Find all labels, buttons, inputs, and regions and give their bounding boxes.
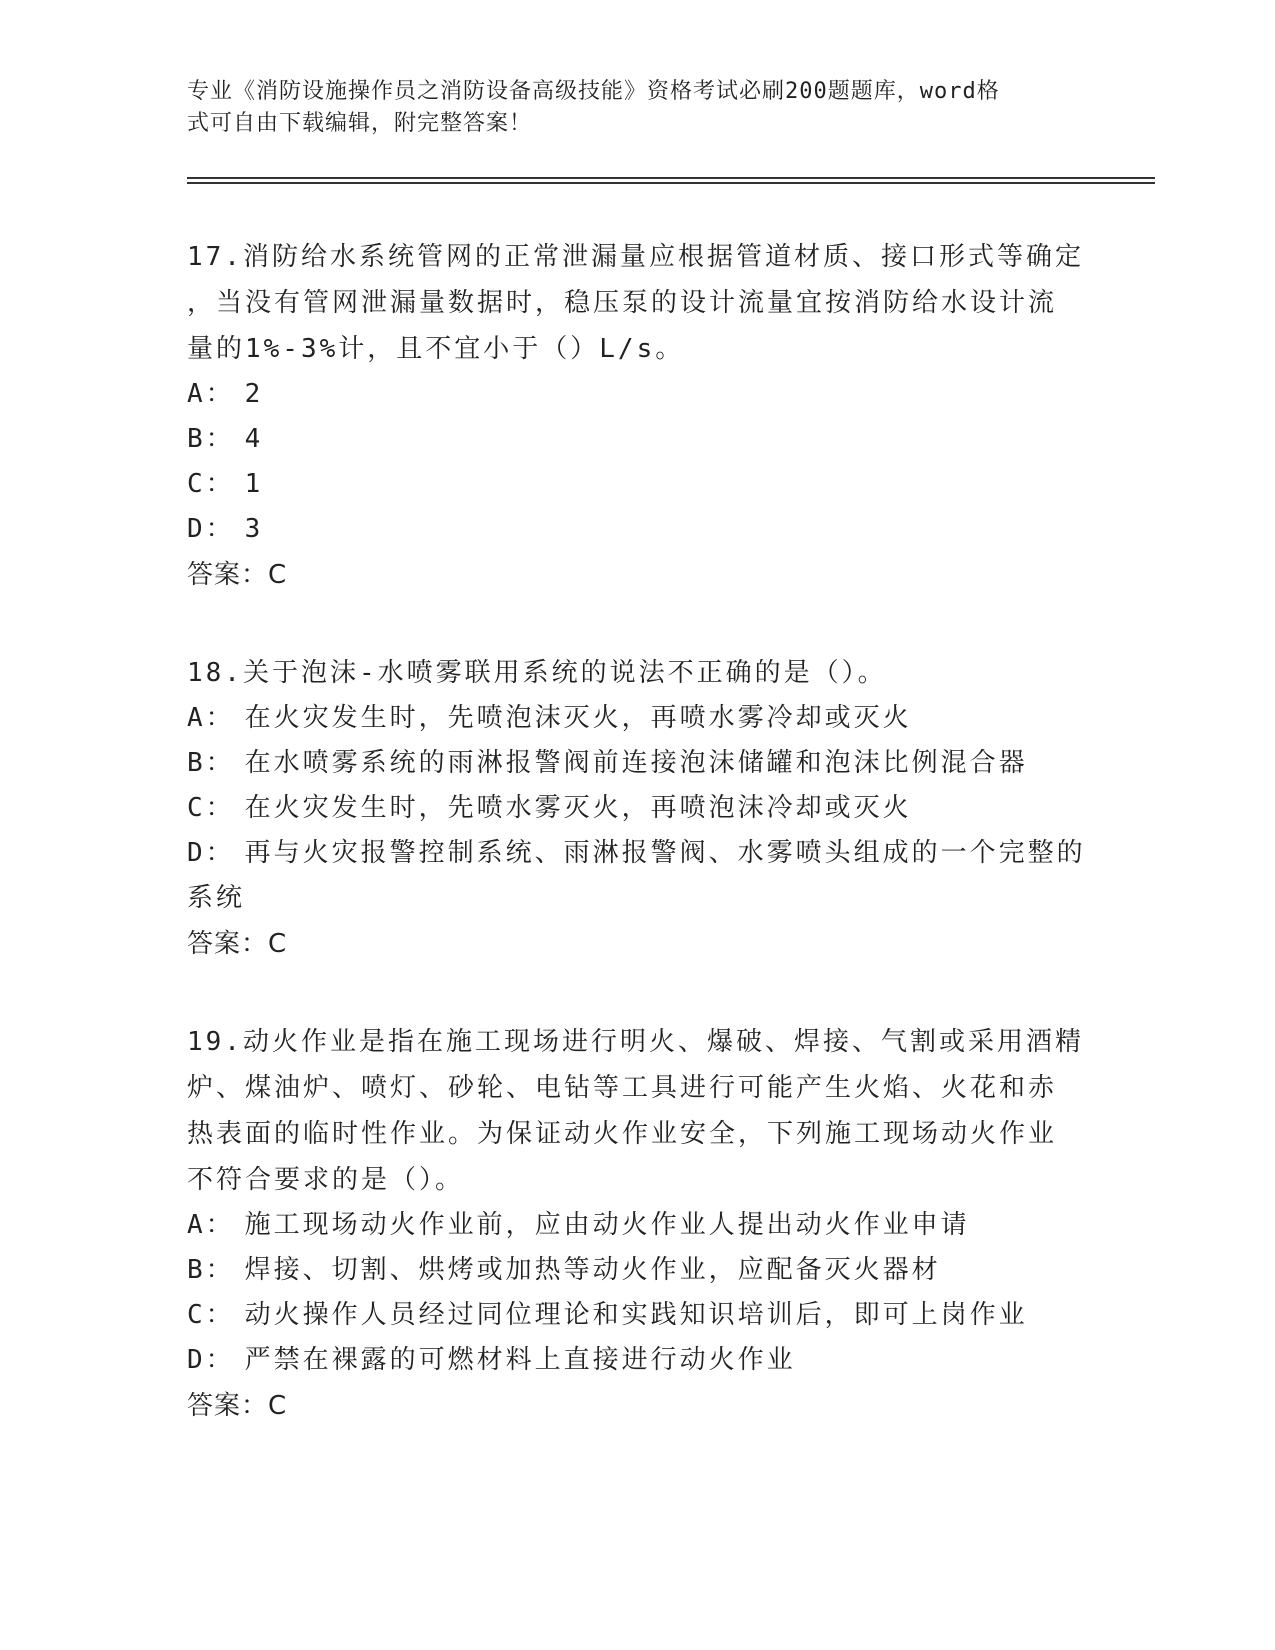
stem-line: 18.关于泡沫-水喷雾联用系统的说法不正确的是（）。 xyxy=(187,658,887,688)
question-stem xyxy=(187,234,1087,372)
option-c: C： 在火灾发生时，先喷水雾灭火，再喷泡沫冷却或灭火 xyxy=(187,793,912,823)
header-divider-bottom xyxy=(187,182,1155,184)
option-a: A： 在火灾发生时，先喷泡沫灭火，再喷水雾冷却或灭火 xyxy=(187,703,912,733)
answer: 答案：C xyxy=(187,560,288,590)
option-d: D： 严禁在裸露的可燃材料上直接进行动火作业 xyxy=(187,1345,796,1375)
option-d: D： 3 xyxy=(187,514,264,544)
question-18 xyxy=(187,650,1087,967)
stem-line: 19.动火作业是指在施工现场进行明火、爆破、焊接、气割或采用酒精 xyxy=(187,1027,1084,1057)
header-divider-top xyxy=(187,177,1155,179)
answer: 答案：C xyxy=(187,929,288,959)
option-d-continued: 系统 xyxy=(187,883,246,913)
option-a: A： 2 xyxy=(187,379,264,409)
option-b: B： 在水喷雾系统的雨淋报警阀前连接泡沫储罐和泡沫比例混合器 xyxy=(187,748,1028,778)
option-c: C： 1 xyxy=(187,469,264,499)
stem-line: 量的1%-3%计，且不宜小于（）L/s。 xyxy=(187,334,685,364)
header-line-1: 专业《消防设施操作员之消防设备高级技能》资格考试必刷200题题库，word格 xyxy=(187,79,1000,104)
option-a: A： 施工现场动火作业前，应由动火作业人提出动火作业申请 xyxy=(187,1210,970,1240)
stem-line: 炉、煤油炉、喷灯、砂轮、电钻等工具进行可能产生火焰、火花和赤 xyxy=(187,1073,1058,1103)
option-c: C： 动火操作人员经过同位理论和实践知识培训后，即可上岗作业 xyxy=(187,1300,1028,1330)
question-stem xyxy=(187,650,1087,696)
question-stem xyxy=(187,1019,1087,1203)
stem-line: ，当没有管网泄漏量数据时，稳压泵的设计流量宜按消防给水设计流 xyxy=(187,288,1058,318)
document-header xyxy=(187,76,1087,140)
option-b: B： 焊接、切割、烘烤或加热等动火作业，应配备灭火器材 xyxy=(187,1255,941,1285)
question-19 xyxy=(187,1019,1087,1429)
stem-line: 不符合要求的是（）。 xyxy=(187,1165,465,1195)
option-b: B： 4 xyxy=(187,424,264,454)
question-17 xyxy=(187,234,1087,598)
stem-line: 热表面的临时性作业。为保证动火作业安全，下列施工现场动火作业 xyxy=(187,1119,1058,1149)
answer: 答案：C xyxy=(187,1391,288,1421)
option-d: D： 再与火灾报警控制系统、雨淋报警阀、水雾喷头组成的一个完整的 xyxy=(187,838,1086,868)
header-line-2: 式可自由下载编辑，附完整答案！ xyxy=(187,111,533,136)
stem-line: 17.消防给水系统管网的正常泄漏量应根据管道材质、接口形式等确定 xyxy=(187,242,1084,272)
question-list xyxy=(187,234,1087,1481)
